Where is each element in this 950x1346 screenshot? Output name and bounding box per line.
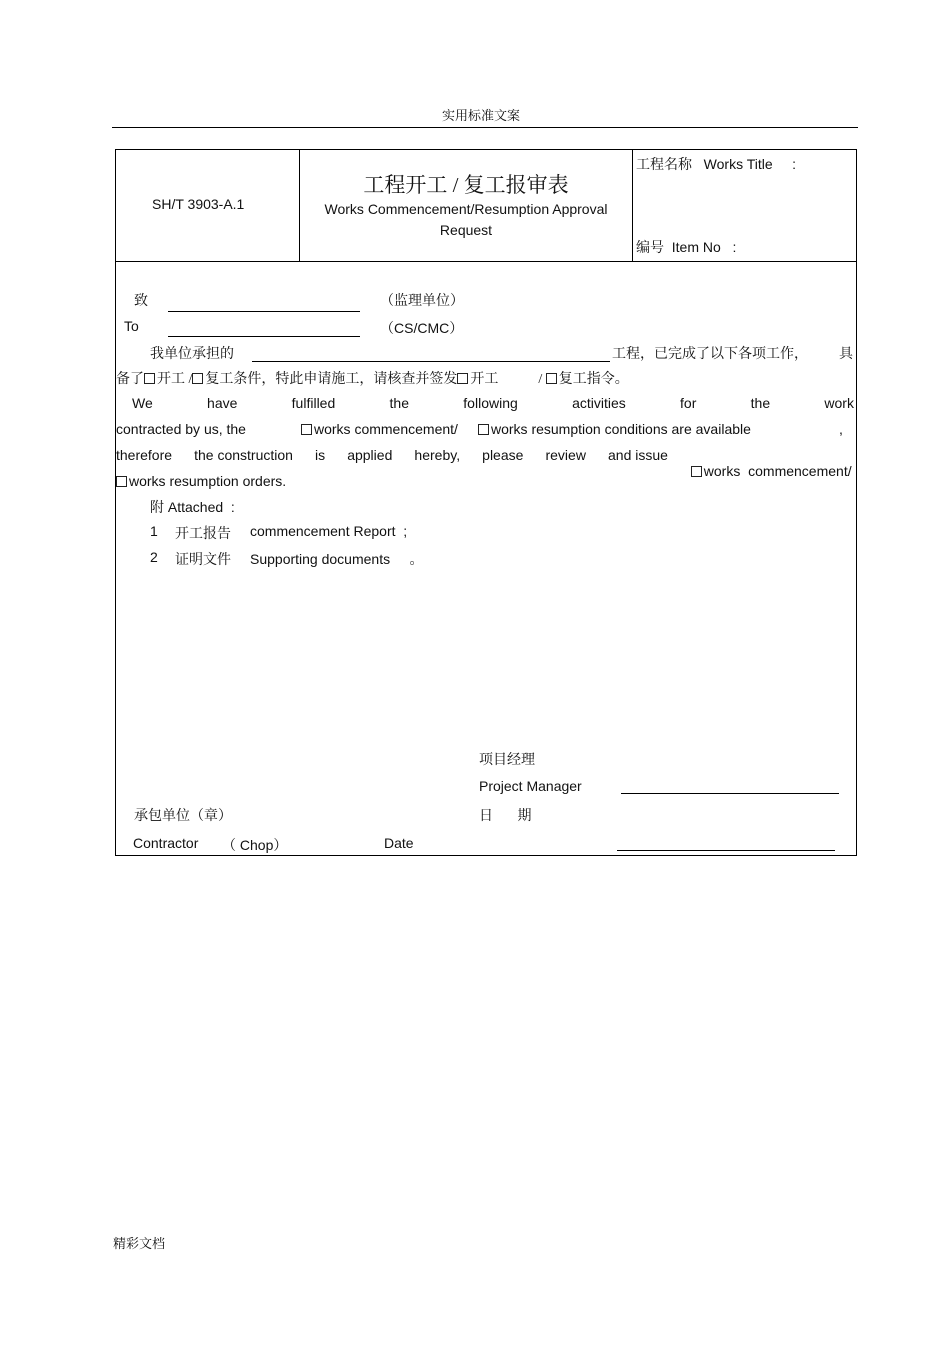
word: for — [680, 395, 697, 411]
checkbox-resume-cn[interactable] — [192, 373, 203, 384]
line1-tail: 具 — [839, 347, 853, 362]
header-rule — [112, 127, 858, 128]
attachment-num: 2 — [150, 549, 158, 565]
title-row-divider — [115, 261, 857, 262]
checkbox-commence-order-en[interactable] — [691, 466, 702, 477]
attached-label: 附 Attached : — [150, 499, 235, 515]
en-line2-c-wrap — [478, 421, 751, 437]
word: please — [482, 447, 524, 463]
cn-line2-a: 备了 — [116, 372, 144, 387]
cn-line2-e: / — [538, 372, 543, 387]
cn-line2-d: 开工 — [470, 372, 499, 387]
form-title-cn: 工程开工 / 复工报审表 — [363, 173, 569, 197]
word: applied — [347, 447, 393, 463]
project-underline[interactable] — [252, 361, 610, 362]
word: hereby, — [414, 447, 461, 463]
supervisor-en: （CS/CMC） — [380, 320, 464, 336]
word: the — [389, 395, 410, 411]
en-line2-b: works commencement/ — [314, 421, 458, 437]
en-line2-b-wrap — [301, 421, 458, 437]
attachment-cn: 开工报告 — [175, 527, 231, 542]
title-col-divider-2 — [632, 149, 633, 262]
pm-label-en: Project Manager — [479, 778, 582, 794]
word: We — [132, 395, 153, 411]
contractor-label-cn: 承包单位（章） — [134, 809, 232, 824]
page-header: 实用标准文案 — [442, 108, 521, 123]
contractor-label-en: Contractor — [133, 835, 199, 851]
to-cn: 致 — [134, 294, 148, 309]
checkbox-commence-cn[interactable] — [144, 373, 155, 384]
date-label-en: Date — [384, 835, 414, 851]
cn-line2-f: 复工指令。 — [558, 372, 629, 387]
en-line2-c: works resumption conditions are available — [491, 421, 751, 437]
word: work — [824, 395, 854, 411]
word: have — [207, 395, 238, 411]
attachment-en: Supporting documents 。 — [250, 551, 424, 567]
line1-end: 工程，已完成了以下各项工作， — [612, 347, 808, 362]
checkbox-resume-order-cn[interactable] — [546, 373, 557, 384]
cn-line2 — [116, 368, 629, 388]
checkbox-resume-order-en[interactable] — [116, 476, 127, 487]
cn-line2-b: 开工 / — [157, 372, 193, 387]
date-line[interactable] — [617, 850, 835, 851]
attachment-cn: 证明文件 — [175, 553, 231, 568]
cn-line2-c: 复工条件，特此申请施工，请核查并签发 — [205, 372, 458, 387]
line1-start: 我单位承担的 — [150, 347, 234, 362]
to-en: To — [124, 318, 139, 334]
page-footer: 精彩文档 — [113, 1236, 166, 1251]
en-line3-last-wrap — [683, 447, 852, 479]
attachment-num: 1 — [150, 523, 158, 539]
word: is — [315, 447, 326, 463]
form-title-en-line2: Request — [439, 222, 493, 238]
word: fulfilled — [291, 395, 336, 411]
checkbox-commence-order-cn[interactable] — [457, 373, 468, 384]
en-line3-last: works commencement/ — [703, 463, 852, 479]
item-no-label: 编号 Item No : — [636, 239, 737, 255]
en-line2-d: , — [839, 421, 843, 437]
checkbox-resume-en[interactable] — [478, 424, 489, 435]
checkbox-commence-en[interactable] — [301, 424, 312, 435]
word: review — [545, 447, 586, 463]
pm-label-cn: 项目经理 — [479, 753, 535, 768]
date-label-cn: 日 期 — [479, 809, 532, 824]
word: the — [750, 395, 771, 411]
to-underline-1[interactable] — [168, 311, 360, 312]
en-line4-wrap — [116, 473, 286, 489]
word: following — [463, 395, 518, 411]
works-title-label: 工程名称 Works Title : — [636, 156, 796, 172]
to-underline-2[interactable] — [168, 336, 360, 337]
pm-signature-line[interactable] — [621, 793, 839, 794]
word: therefore — [116, 447, 173, 463]
form-title-en: Works Commencement/Resumption Approval — [324, 201, 608, 217]
en-line2-a: contracted by us, the — [116, 421, 246, 437]
chop-label: （ Chop） — [222, 837, 288, 853]
word: and issue — [608, 447, 668, 463]
en-line4: works resumption orders. — [129, 473, 287, 489]
form-code: SH/T 3903-A.1 — [152, 196, 245, 212]
en-line3 — [116, 447, 668, 463]
supervisor-cn: （监理单位） — [380, 294, 464, 309]
word: activities — [572, 395, 626, 411]
en-line1 — [132, 395, 854, 411]
word: the construction — [194, 447, 293, 463]
attachment-en: commencement Report ; — [250, 523, 408, 539]
